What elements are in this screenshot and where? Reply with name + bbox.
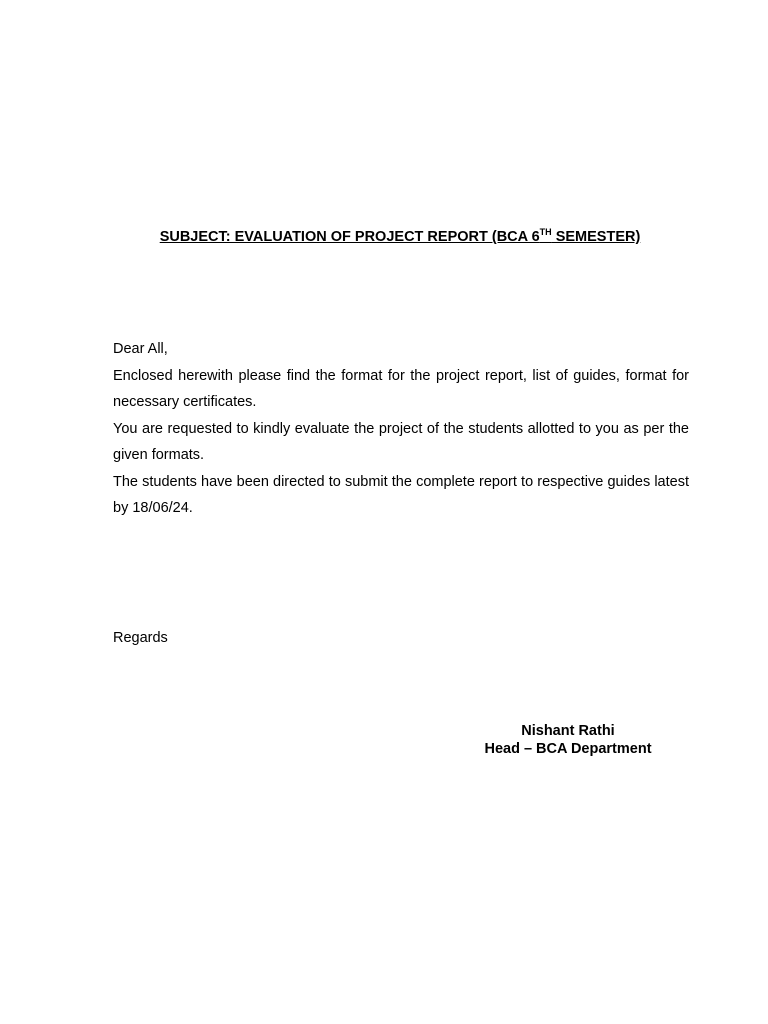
letter-subject: [0, 229, 768, 245]
subject-superscript: TH: [539, 227, 552, 237]
signatory-title: Head – BCA Department: [484, 741, 652, 757]
paragraph-enclosed: Enclosed herewith please find the format for the project report, list of guides, format for necessary certificates.: [113, 367, 689, 410]
paragraph-deadline: The students have been directed to submit the complete report to respective guides latest by 18/06/24.: [113, 473, 689, 516]
paragraph-request: You are requested to kindly evaluate the project of the students allotted to you as per the given formats.: [113, 420, 689, 463]
subject-text-end: SEMESTER): [551, 229, 641, 245]
signature-block: [468, 722, 668, 758]
signatory-name: Nishant Rathi: [521, 723, 615, 739]
salutation: Dear All,: [113, 341, 168, 357]
letter-body: [113, 336, 689, 522]
subject-text: SUBJECT: EVALUATION OF PROJECT REPORT (BCA 6: [159, 229, 540, 245]
closing: Regards: [113, 630, 168, 646]
